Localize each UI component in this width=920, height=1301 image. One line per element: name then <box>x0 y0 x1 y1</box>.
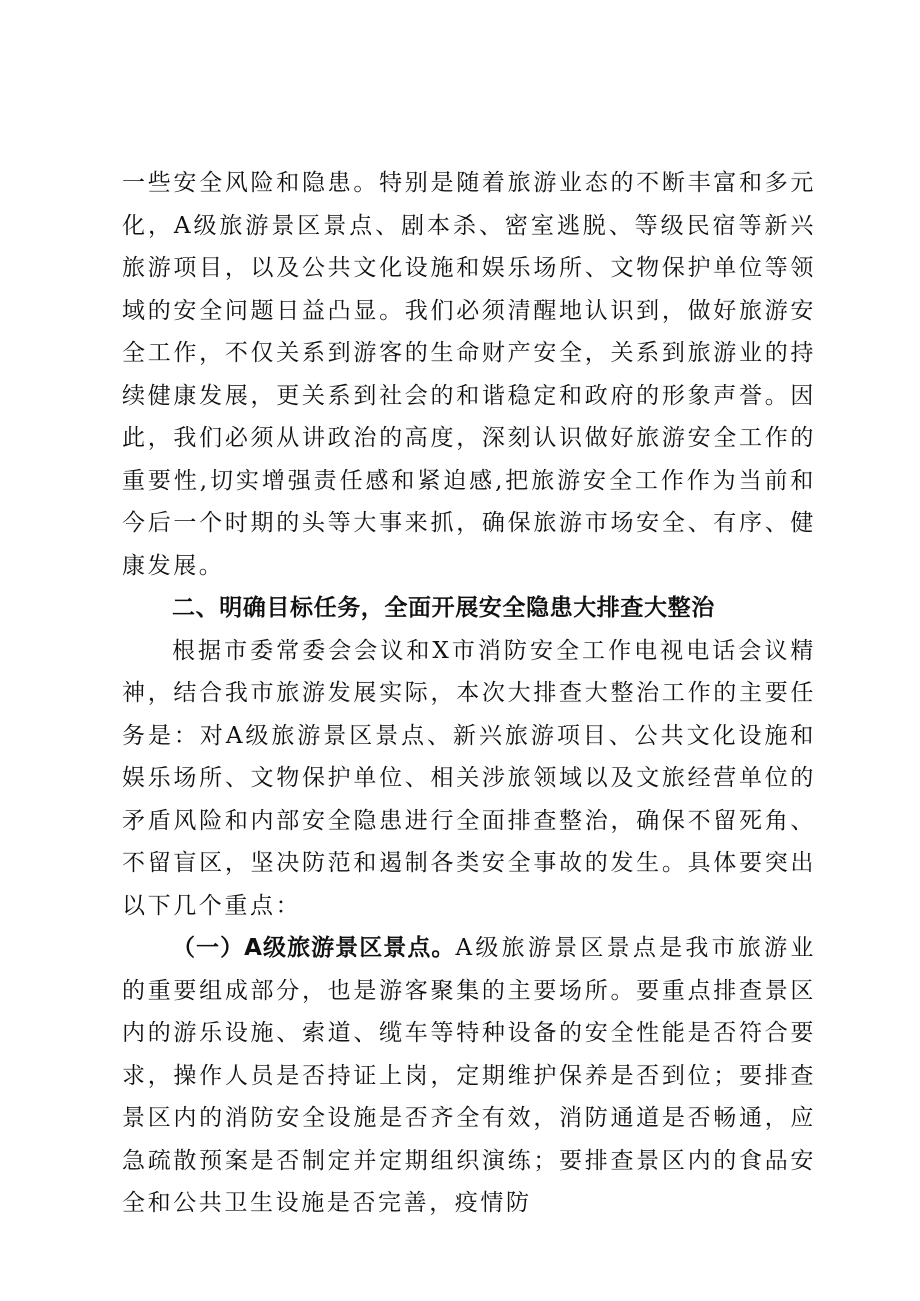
subsection-body-1: A级旅游景区景点是我市旅游业的重要组成部分，也是游客聚集的主要场所。要重点排查景区内的游乐设施、索道、缆车等特种设备的安全性能是否符合要求，操作人员是否持证上岗，定期维护保养是否到位；要排查景区内的消防安全设施是否齐全有效，消防通道是否畅通，应急疏散预案是否制定并定期组织演练；要排查景区内的食品安全和公共卫生设施是否完善，疫情防 <box>122 935 816 1216</box>
document-page <box>122 162 816 1225</box>
paragraph-main-tasks-text: 根据市委常委会会议和X市消防安全工作电视电话会议精神，结合我市旅游发展实际，本次大排查大整治工作的主要任务是：对A级旅游景区景点、新兴旅游项目、公共文化设施和娱乐场所、文物保护单位、相关涉旅领域以及文旅经营单位的矛盾风险和内部安全隐患进行全面排查整治，确保不留死角、不留盲区，坚决防范和遏制各类安全事故的发生。具体要突出以下几个重点： <box>122 637 816 919</box>
paragraph-main-tasks <box>122 630 816 928</box>
paragraph-safety-risks: 一些安全风险和隐患。特别是随着旅游业态的不断丰富和多元化，A级旅游景区景点、剧本杀、密室逃脱、等级民宿等新兴旅游项目，以及公共文化设施和娱乐场所、文物保护单位等领域的安全问题日益凸显。我们必须清醒地认识到，做好旅游安全工作，不仅关系到游客的生命财产安全，关系到旅游业的持续健康发展，更关系到社会的和谐稳定和政府的形象声誉。因此，我们必须从讲政治的高度，深刻认识做好旅游安全工作的重要性,切实增强责任感和紧迫感,把旅游安全工作作为当前和今后一个时期的头等大事来抓，确保旅游市场安全、有序、健康发展。 <box>122 170 816 579</box>
subsection-title-1: （一）A级旅游景区景点。 <box>172 935 456 961</box>
section-heading-2: 二、明确目标任务，全面开展安全隐患大排查大整治 <box>172 595 715 621</box>
paragraph-a-level-scenic <box>122 927 816 1225</box>
